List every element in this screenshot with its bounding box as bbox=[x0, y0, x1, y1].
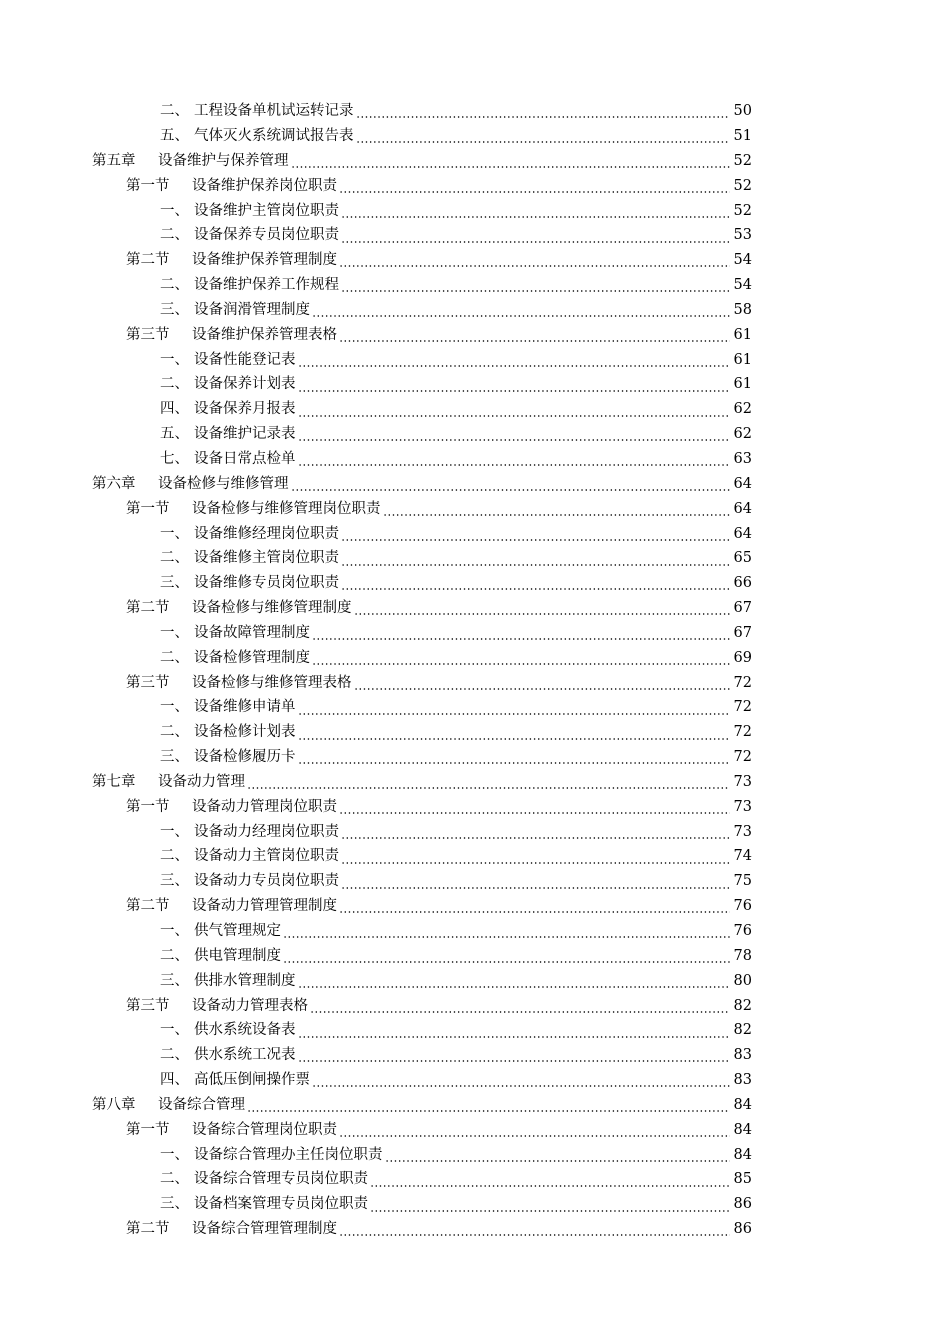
toc-entry[interactable] bbox=[0, 646, 950, 671]
toc-entry-title: 设备维修申请单 bbox=[194, 699, 296, 716]
toc-entry-title: 设备动力管理 bbox=[158, 773, 245, 790]
toc-entry-page-number: 67 bbox=[733, 600, 752, 617]
toc-dot-leader bbox=[356, 141, 731, 143]
toc-entry-page-number: 72 bbox=[733, 674, 752, 691]
toc-entry-title: 设备检修管理制度 bbox=[194, 649, 310, 666]
toc-entry-title: 设备检修与维修管理制度 bbox=[192, 600, 352, 617]
toc-entry[interactable] bbox=[0, 198, 950, 223]
toc-entry-title: 气体灭火系统调试报告表 bbox=[194, 128, 354, 145]
toc-dot-leader bbox=[291, 489, 731, 491]
toc-entry-number: 第二节 bbox=[126, 898, 170, 915]
toc-entry[interactable] bbox=[0, 273, 950, 298]
toc-entry-page-number: 62 bbox=[733, 401, 752, 418]
toc-entry-title: 设备综合管理管理制度 bbox=[192, 1221, 337, 1238]
toc-entry[interactable] bbox=[0, 621, 950, 646]
toc-dot-leader bbox=[341, 564, 730, 566]
toc-entry-title: 设备维护保养管理表格 bbox=[192, 326, 337, 343]
toc-entry-title: 设备润滑管理制度 bbox=[194, 301, 310, 318]
toc-entry-number: 四、 bbox=[160, 1072, 189, 1089]
toc-entry-title: 工程设备单机试运转记录 bbox=[194, 103, 354, 120]
toc-entry-title: 设备维修专员岗位职责 bbox=[194, 575, 339, 592]
toc-entry-number: 第七章 bbox=[92, 773, 136, 790]
toc-entry-title: 设备档案管理专员岗位职责 bbox=[194, 1196, 368, 1213]
toc-entry-page-number: 80 bbox=[733, 972, 752, 989]
toc-entry[interactable] bbox=[0, 472, 950, 497]
toc-dot-leader bbox=[339, 1135, 730, 1137]
toc-dot-leader bbox=[339, 812, 730, 814]
toc-entry[interactable] bbox=[0, 347, 950, 372]
toc-entry-number: 第二节 bbox=[126, 1221, 170, 1238]
toc-entry-title: 设备维护保养管理制度 bbox=[192, 252, 337, 269]
toc-entry-page-number: 64 bbox=[733, 525, 752, 542]
toc-dot-leader bbox=[298, 1060, 731, 1062]
toc-entry-title: 设备检修与维修管理 bbox=[158, 475, 289, 492]
toc-entry-number: 三、 bbox=[160, 873, 189, 890]
toc-dot-leader bbox=[298, 390, 731, 392]
toc-entry[interactable] bbox=[0, 819, 950, 844]
toc-entry-page-number: 82 bbox=[733, 1022, 752, 1039]
toc-entry-title: 设备综合管理专员岗位职责 bbox=[194, 1171, 368, 1188]
toc-entry-page-number: 53 bbox=[733, 227, 752, 244]
toc-entry-number: 七、 bbox=[160, 450, 189, 467]
toc-entry-page-number: 61 bbox=[733, 376, 752, 393]
toc-entry-number: 二、 bbox=[160, 277, 189, 294]
toc-entry-number: 一、 bbox=[160, 923, 189, 940]
toc-entry-number: 第二节 bbox=[126, 600, 170, 617]
toc-entry-number: 三、 bbox=[160, 575, 189, 592]
toc-dot-leader bbox=[298, 738, 731, 740]
toc-entry-number: 二、 bbox=[160, 947, 189, 964]
toc-entry-page-number: 62 bbox=[733, 426, 752, 443]
toc-dot-leader bbox=[370, 1185, 730, 1187]
toc-dot-leader bbox=[298, 986, 731, 988]
toc-dot-leader bbox=[383, 514, 731, 516]
toc-dot-leader bbox=[370, 1210, 730, 1212]
toc-entry-title: 设备动力管理表格 bbox=[192, 997, 308, 1014]
toc-entry-page-number: 65 bbox=[733, 550, 752, 567]
toc-dot-leader bbox=[339, 265, 730, 267]
toc-entry-number: 一、 bbox=[160, 699, 189, 716]
toc-dot-leader bbox=[385, 1160, 731, 1162]
toc-entry-number: 二、 bbox=[160, 848, 189, 865]
toc-entry[interactable] bbox=[0, 1043, 950, 1068]
toc-entry-page-number: 84 bbox=[733, 1121, 752, 1138]
toc-entry-number: 二、 bbox=[160, 550, 189, 567]
toc-entry-number: 一、 bbox=[160, 823, 189, 840]
toc-entry[interactable] bbox=[0, 372, 950, 397]
toc-dot-leader bbox=[356, 116, 731, 118]
toc-entry[interactable] bbox=[0, 670, 950, 695]
toc-entry-page-number: 72 bbox=[733, 749, 752, 766]
toc-entry-page-number: 72 bbox=[733, 699, 752, 716]
toc-entry-title: 设备综合管理办主任岗位职责 bbox=[194, 1146, 383, 1163]
toc-entry-page-number: 74 bbox=[733, 848, 752, 865]
toc-entry-number: 二、 bbox=[160, 103, 189, 120]
toc-entry-number: 第三节 bbox=[126, 997, 170, 1014]
toc-entry-page-number: 63 bbox=[733, 450, 752, 467]
toc-entry-title: 设备动力管理岗位职责 bbox=[192, 798, 337, 815]
toc-entry-title: 设备保养月报表 bbox=[194, 401, 296, 418]
toc-entry-number: 第一节 bbox=[126, 177, 170, 194]
toc-entry-page-number: 73 bbox=[733, 773, 752, 790]
toc-dot-leader bbox=[354, 613, 731, 615]
toc-dot-leader bbox=[298, 1036, 731, 1038]
toc-entry[interactable] bbox=[0, 174, 950, 199]
toc-dot-leader bbox=[312, 1085, 730, 1087]
toc-entry-title: 设备维修经理岗位职责 bbox=[194, 525, 339, 542]
toc-entry-page-number: 85 bbox=[733, 1171, 752, 1188]
toc-entry-title: 设备检修与维修管理表格 bbox=[192, 674, 352, 691]
toc-entry-number: 一、 bbox=[160, 202, 189, 219]
toc-entry-page-number: 82 bbox=[733, 997, 752, 1014]
toc-entry-page-number: 86 bbox=[733, 1221, 752, 1238]
toc-entry-title: 设备维护保养工作规程 bbox=[194, 277, 339, 294]
toc-entry-number: 四、 bbox=[160, 401, 189, 418]
toc-entry-title: 设备维护记录表 bbox=[194, 426, 296, 443]
toc-entry-title: 设备动力管理管理制度 bbox=[192, 898, 337, 915]
toc-entry[interactable] bbox=[0, 745, 950, 770]
toc-entry-number: 二、 bbox=[160, 649, 189, 666]
toc-entry[interactable] bbox=[0, 223, 950, 248]
toc-dot-leader bbox=[283, 961, 730, 963]
toc-entry[interactable] bbox=[0, 298, 950, 323]
toc-entry-number: 三、 bbox=[160, 749, 189, 766]
toc-entry[interactable] bbox=[0, 1093, 950, 1118]
toc-entry-title: 设备维护保养岗位职责 bbox=[192, 177, 337, 194]
toc-dot-leader bbox=[247, 1110, 730, 1112]
toc-entry-number: 二、 bbox=[160, 1047, 189, 1064]
toc-entry[interactable] bbox=[0, 1167, 950, 1192]
toc-entry-page-number: 54 bbox=[733, 252, 752, 269]
toc-entry-title: 高低压倒闸操作票 bbox=[194, 1072, 310, 1089]
toc-entry-title: 设备性能登记表 bbox=[194, 351, 296, 368]
toc-entry-page-number: 83 bbox=[733, 1047, 752, 1064]
toc-entry-page-number: 64 bbox=[733, 500, 752, 517]
toc-entry[interactable] bbox=[0, 1217, 950, 1242]
toc-entry[interactable] bbox=[0, 422, 950, 447]
toc-entry-title: 设备动力专员岗位职责 bbox=[194, 873, 339, 890]
toc-dot-leader bbox=[298, 713, 731, 715]
toc-entry-title: 设备检修计划表 bbox=[194, 724, 296, 741]
toc-entry-number: 第一节 bbox=[126, 500, 170, 517]
toc-entry-page-number: 54 bbox=[733, 277, 752, 294]
toc-entry-number: 二、 bbox=[160, 1171, 189, 1188]
toc-entry-title: 设备动力经理岗位职责 bbox=[194, 823, 339, 840]
toc-dot-leader bbox=[341, 290, 730, 292]
toc-entry[interactable] bbox=[0, 1018, 950, 1043]
toc-dot-leader bbox=[298, 415, 731, 417]
toc-entry-page-number: 66 bbox=[733, 575, 752, 592]
toc-dot-leader bbox=[291, 166, 731, 168]
toc-entry-title: 设备故障管理制度 bbox=[194, 624, 310, 641]
toc-entry[interactable] bbox=[0, 546, 950, 571]
toc-entry-title: 设备保养计划表 bbox=[194, 376, 296, 393]
toc-entry-page-number: 78 bbox=[733, 947, 752, 964]
toc-entry-page-number: 52 bbox=[733, 152, 752, 169]
toc-dot-leader bbox=[298, 365, 731, 367]
toc-dot-leader bbox=[354, 688, 731, 690]
toc-entry-number: 第六章 bbox=[92, 475, 136, 492]
toc-dot-leader bbox=[341, 862, 730, 864]
toc-entry-page-number: 69 bbox=[733, 649, 752, 666]
toc-entry-number: 第三节 bbox=[126, 326, 170, 343]
toc-entry[interactable] bbox=[0, 397, 950, 422]
toc-entry-number: 一、 bbox=[160, 351, 189, 368]
toc-entry-page-number: 83 bbox=[733, 1072, 752, 1089]
toc-dot-leader bbox=[341, 887, 730, 889]
toc-entry-title: 设备综合管理岗位职责 bbox=[192, 1121, 337, 1138]
toc-entry[interactable] bbox=[0, 497, 950, 522]
toc-entry[interactable] bbox=[0, 944, 950, 969]
toc-entry-title: 设备检修与维修管理岗位职责 bbox=[192, 500, 381, 517]
toc-entry-page-number: 52 bbox=[733, 202, 752, 219]
toc-entry[interactable] bbox=[0, 993, 950, 1018]
toc-entry[interactable] bbox=[0, 919, 950, 944]
toc-dot-leader bbox=[312, 663, 730, 665]
toc-entry-page-number: 73 bbox=[733, 798, 752, 815]
toc-dot-leader bbox=[339, 340, 730, 342]
toc-entry-title: 供水系统设备表 bbox=[194, 1022, 296, 1039]
toc-entry[interactable] bbox=[0, 447, 950, 472]
toc-entry[interactable] bbox=[0, 770, 950, 795]
toc-dot-leader bbox=[298, 762, 731, 764]
toc-entry-page-number: 76 bbox=[733, 923, 752, 940]
toc-dot-leader bbox=[339, 911, 730, 913]
toc-dot-leader bbox=[341, 216, 730, 218]
toc-entry-number: 第八章 bbox=[92, 1096, 136, 1113]
toc-entry-number: 第一节 bbox=[126, 1121, 170, 1138]
toc-entry[interactable] bbox=[0, 844, 950, 869]
toc-entry-page-number: 73 bbox=[733, 823, 752, 840]
toc-entry[interactable] bbox=[0, 869, 950, 894]
toc-entry-number: 第一节 bbox=[126, 798, 170, 815]
toc-entry-page-number: 72 bbox=[733, 724, 752, 741]
toc-entry-title: 供排水管理制度 bbox=[194, 972, 296, 989]
toc-dot-leader bbox=[310, 1011, 730, 1013]
toc-entry-page-number: 86 bbox=[733, 1196, 752, 1213]
toc-entry[interactable] bbox=[0, 894, 950, 919]
toc-entry-page-number: 61 bbox=[733, 351, 752, 368]
toc-entry-number: 第五章 bbox=[92, 152, 136, 169]
toc-entry-title: 设备维护主管岗位职责 bbox=[194, 202, 339, 219]
toc-entry-number: 五、 bbox=[160, 426, 189, 443]
toc-entry[interactable] bbox=[0, 720, 950, 745]
toc-entry-title: 供水系统工况表 bbox=[194, 1047, 296, 1064]
toc-entry-page-number: 84 bbox=[733, 1096, 752, 1113]
toc-entry-page-number: 64 bbox=[733, 475, 752, 492]
toc-entry[interactable] bbox=[0, 1192, 950, 1217]
toc-entry-number: 三、 bbox=[160, 972, 189, 989]
toc-entry-title: 供气管理规定 bbox=[194, 923, 281, 940]
toc-entry-title: 设备维修主管岗位职责 bbox=[194, 550, 339, 567]
toc-entry[interactable] bbox=[0, 1142, 950, 1167]
toc-dot-leader bbox=[341, 539, 730, 541]
toc-entry-title: 设备动力主管岗位职责 bbox=[194, 848, 339, 865]
toc-entry[interactable] bbox=[0, 1118, 950, 1143]
toc-entry-number: 第二节 bbox=[126, 252, 170, 269]
toc-dot-leader bbox=[247, 787, 730, 789]
toc-entry[interactable] bbox=[0, 695, 950, 720]
toc-entry[interactable] bbox=[0, 596, 950, 621]
toc-dot-leader bbox=[339, 1234, 730, 1236]
toc-dot-leader bbox=[283, 936, 730, 938]
toc-dot-leader bbox=[341, 837, 730, 839]
toc-entry-number: 五、 bbox=[160, 128, 189, 145]
toc-entry-title: 设备保养专员岗位职责 bbox=[194, 227, 339, 244]
toc-entry-title: 设备维护与保养管理 bbox=[158, 152, 289, 169]
toc-entry[interactable] bbox=[0, 248, 950, 273]
toc-entry-number: 一、 bbox=[160, 525, 189, 542]
toc-entry-number: 二、 bbox=[160, 376, 189, 393]
toc-entry-title: 设备综合管理 bbox=[158, 1096, 245, 1113]
toc-entry[interactable] bbox=[0, 521, 950, 546]
toc-entry-title: 设备检修履历卡 bbox=[194, 749, 296, 766]
toc-entry-page-number: 75 bbox=[733, 873, 752, 890]
toc-entry-number: 一、 bbox=[160, 1146, 189, 1163]
toc-entry[interactable] bbox=[0, 124, 950, 149]
toc-entry[interactable] bbox=[0, 571, 950, 596]
toc-entry[interactable] bbox=[0, 969, 950, 994]
toc-entry[interactable] bbox=[0, 1068, 950, 1093]
toc-entry-title: 设备日常点检单 bbox=[194, 450, 296, 467]
toc-dot-leader bbox=[341, 588, 730, 590]
toc-dot-leader bbox=[339, 191, 730, 193]
toc-entry-number: 第三节 bbox=[126, 674, 170, 691]
toc-entry-page-number: 58 bbox=[733, 301, 752, 318]
toc-entry-page-number: 50 bbox=[733, 103, 752, 120]
toc-entry-page-number: 61 bbox=[733, 326, 752, 343]
toc-dot-leader bbox=[312, 638, 730, 640]
toc-entry-title: 供电管理制度 bbox=[194, 947, 281, 964]
toc-dot-leader bbox=[298, 464, 731, 466]
toc-entry[interactable] bbox=[0, 323, 950, 348]
toc-entry-page-number: 67 bbox=[733, 624, 752, 641]
toc-entry-number: 三、 bbox=[160, 301, 189, 318]
toc-entry[interactable] bbox=[0, 795, 950, 820]
table-of-contents bbox=[0, 99, 950, 1242]
toc-entry[interactable] bbox=[0, 149, 950, 174]
toc-dot-leader bbox=[341, 241, 730, 243]
toc-entry-page-number: 51 bbox=[733, 128, 752, 145]
toc-entry-page-number: 76 bbox=[733, 898, 752, 915]
toc-entry-page-number: 84 bbox=[733, 1146, 752, 1163]
toc-entry-number: 一、 bbox=[160, 624, 189, 641]
toc-entry-number: 二、 bbox=[160, 724, 189, 741]
toc-entry-page-number: 52 bbox=[733, 177, 752, 194]
toc-entry-number: 三、 bbox=[160, 1196, 189, 1213]
toc-dot-leader bbox=[312, 315, 730, 317]
toc-entry[interactable] bbox=[0, 99, 950, 124]
toc-entry-number: 二、 bbox=[160, 227, 189, 244]
toc-entry-number: 一、 bbox=[160, 1022, 189, 1039]
toc-dot-leader bbox=[298, 439, 731, 441]
